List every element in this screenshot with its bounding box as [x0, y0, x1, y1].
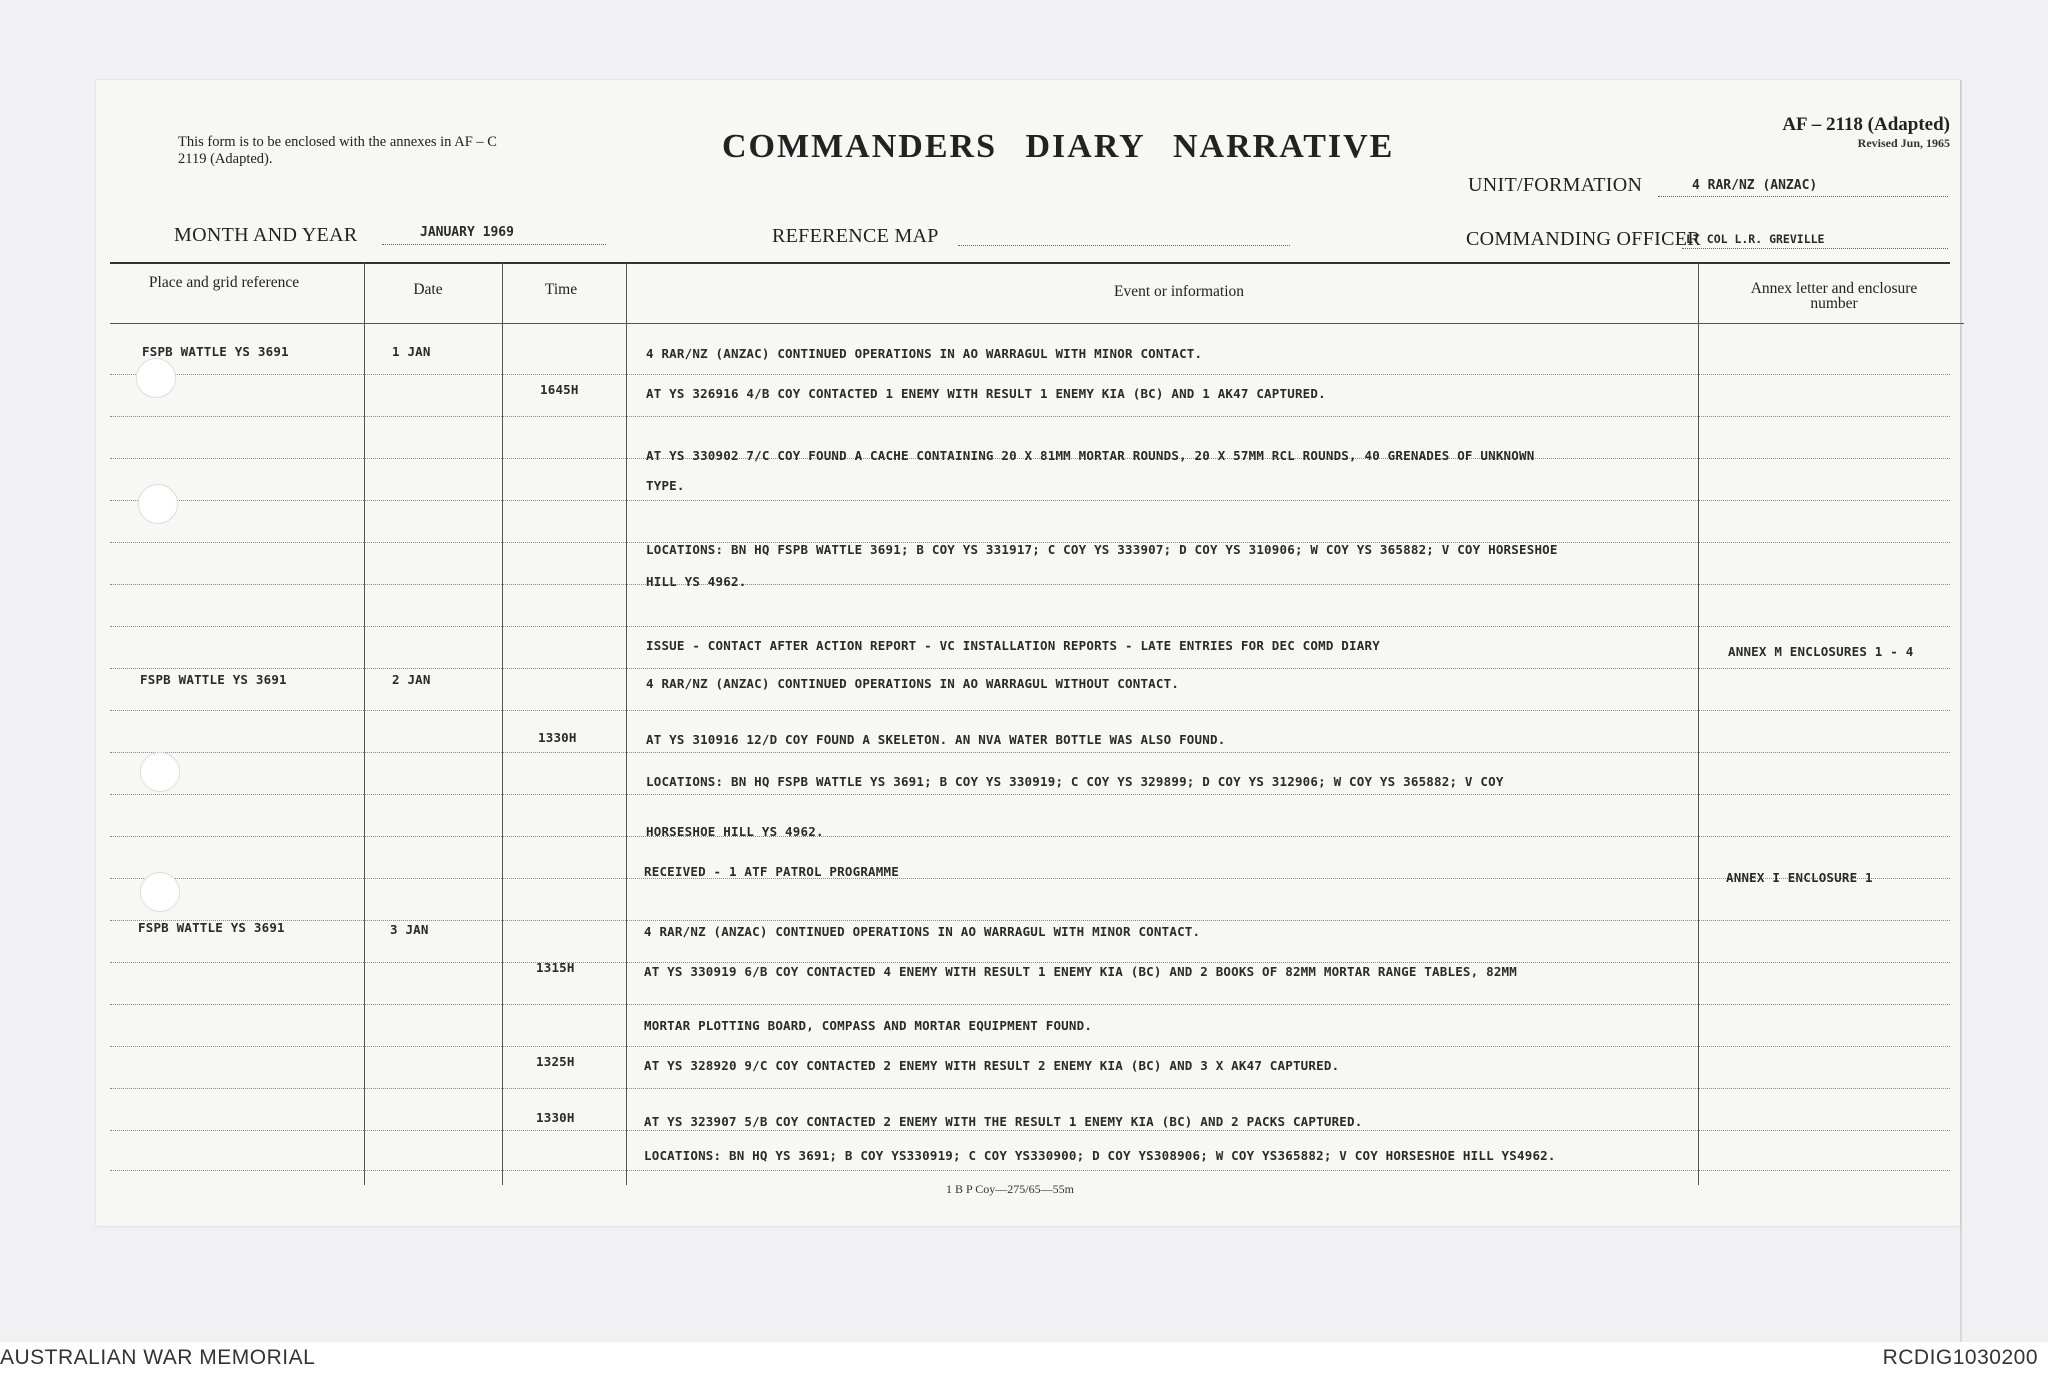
month-year-value: JANUARY 1969: [420, 225, 514, 240]
ruled-line: [110, 878, 1950, 879]
entry-event: ISSUE - CONTACT AFTER ACTION REPORT - VC INSTALLATION REPORTS - LATE ENTRIES FOR DEC COMD DIARY: [646, 638, 1380, 653]
col-header-date: Date: [413, 281, 443, 298]
unit-formation-dots: [1658, 196, 1948, 197]
entry-event: HILL YS 4962.: [646, 574, 747, 589]
punch-hole: [138, 484, 178, 524]
ruled-line: [110, 500, 1950, 501]
unit-formation-label: UNIT/FORMATION: [1468, 174, 1643, 196]
col-header-annex: Annex letter and enclosure number: [1750, 280, 1918, 312]
ruled-line: [110, 668, 1950, 669]
col-header-place: Place and grid reference: [148, 274, 300, 291]
table-top-rule: [110, 262, 1950, 264]
entry-event: AT YS 323907 5/B COY CONTACTED 2 ENEMY WITH THE RESULT 1 ENEMY KIA (BC) AND 2 PACKS CAPTURED.: [644, 1114, 1363, 1129]
ruled-line: [110, 836, 1950, 837]
header-bottom-line: [110, 323, 1964, 324]
ruled-line: [110, 416, 1950, 417]
punch-hole: [140, 752, 180, 792]
ruled-line: [110, 920, 1950, 921]
form-revision: Revised Jun, 1965: [1857, 136, 1950, 150]
entry-place: FSPB WATTLE YS 3691: [142, 344, 289, 359]
entry-place: FSPB WATTLE YS 3691: [138, 920, 285, 935]
entry-event: TYPE.: [646, 478, 685, 493]
entry-time: 1325H: [536, 1054, 575, 1069]
page-edge-line: [1960, 80, 1962, 1350]
entry-event: 4 RAR/NZ (ANZAC) CONTINUED OPERATIONS IN AO WARRAGUL WITH MINOR CONTACT.: [646, 346, 1203, 361]
ruled-line: [110, 1046, 1950, 1047]
entry-event: AT YS 328920 9/C COY CONTACTED 2 ENEMY WITH RESULT 2 ENEMY KIA (BC) AND 3 X AK47 CAPTURED.: [644, 1058, 1340, 1073]
commanding-officer-label: COMMANDING OFFICER: [1466, 228, 1701, 250]
entry-time: 1330H: [538, 730, 577, 745]
entry-event: 4 RAR/NZ (ANZAC) CONTINUED OPERATIONS IN AO WARRAGUL WITHOUT CONTACT.: [646, 676, 1180, 691]
commanding-officer-dots: [1682, 248, 1948, 249]
ruled-line: [110, 1170, 1950, 1171]
ruled-line: [110, 1004, 1950, 1005]
punch-hole: [140, 872, 180, 912]
ruled-line: [110, 794, 1950, 795]
archive-footer-id: RCDIG1030200: [1882, 1346, 2038, 1369]
punch-hole: [136, 358, 176, 398]
entry-event: AT YS 326916 4/B COY CONTACTED 1 ENEMY WITH RESULT 1 ENEMY KIA (BC) AND 1 AK47 CAPTURED.: [646, 386, 1326, 401]
col-header-time: Time: [544, 281, 578, 298]
entry-event: 4 RAR/NZ (ANZAC) CONTINUED OPERATIONS IN AO WARRAGUL WITH MINOR CONTACT.: [644, 924, 1201, 939]
commanding-officer-value: LT COL L.R. GREVILLE: [1686, 232, 1825, 246]
entry-event: LOCATIONS: BN HQ YS 3691; B COY YS330919; C COY YS330900; D COY YS308906; W COY YS365882; V COY HORSESHOE HILL YS4962.: [644, 1148, 1556, 1163]
ruled-line: [110, 1130, 1950, 1131]
month-year-dots: [382, 244, 606, 245]
ruled-line: [110, 710, 1950, 711]
ruled-line: [110, 374, 1950, 375]
ruled-line: [110, 626, 1950, 627]
entry-time: 1330H: [536, 1110, 575, 1125]
ruled-line: [110, 752, 1950, 753]
entry-event: LOCATIONS: BN HQ FSPB WATTLE 3691; B COY YS 331917; C COY YS 333907; D COY YS 310906; W COY YS 365882; V COY HORSESHOE: [646, 542, 1558, 557]
ruled-line: [110, 584, 1950, 585]
entry-event: AT YS 330902 7/C COY FOUND A CACHE CONTAINING 20 X 81MM MORTAR ROUNDS, 20 X 57MM RCL ROUNDS, 40 GRENADES OF UNKNOWN: [646, 448, 1535, 463]
entry-time: 1645H: [540, 382, 579, 397]
unit-formation-value: 4 RAR/NZ (ANZAC): [1692, 178, 1818, 193]
entry-place: FSPB WATTLE YS 3691: [140, 672, 287, 687]
reference-map-label: REFERENCE MAP: [772, 225, 939, 247]
entry-annex: ANNEX I ENCLOSURE 1: [1726, 870, 1873, 885]
entry-event: AT YS 310916 12/D COY FOUND A SKELETON. AN NVA WATER BOTTLE WAS ALSO FOUND.: [646, 732, 1226, 747]
entry-event: LOCATIONS: BN HQ FSPB WATTLE YS 3691; B COY YS 330919; C COY YS 329899; D COY YS 312906; W COY YS 365882; V COY: [646, 774, 1504, 789]
archive-footer-institution: AUSTRALIAN WAR MEMORIAL: [0, 1346, 316, 1369]
entry-time: 1315H: [536, 960, 575, 975]
form-instruction-note: This form is to be enclosed with the annexes in AF – C 2119 (Adapted).: [178, 134, 497, 167]
ruled-line: [110, 962, 1950, 963]
ruled-line: [110, 1088, 1950, 1089]
diary-form-sheet: [96, 80, 1960, 1226]
form-title: COMMANDERS DIARY NARRATIVE: [722, 128, 1395, 165]
entry-event: RECEIVED - 1 ATF PATROL PROGRAMME: [644, 864, 899, 879]
printer-imprint: 1 B P Coy—275/65—55m: [946, 1182, 1074, 1196]
form-number: AF – 2118 (Adapted): [1782, 114, 1950, 135]
entry-event: MORTAR PLOTTING BOARD, COMPASS AND MORTAR EQUIPMENT FOUND.: [644, 1018, 1093, 1033]
reference-map-dots: [958, 245, 1290, 246]
entry-date: 2 JAN: [392, 672, 431, 687]
entry-date: 3 JAN: [390, 922, 429, 937]
entry-annex: ANNEX M ENCLOSURES 1 - 4: [1728, 644, 1914, 659]
entry-date: 1 JAN: [392, 344, 431, 359]
entry-event: AT YS 330919 6/B COY CONTACTED 4 ENEMY WITH RESULT 1 ENEMY KIA (BC) AND 2 BOOKS OF 82MM MORTAR RANGE TABLES, 82MM: [644, 964, 1517, 979]
col-header-event: Event or information: [1114, 283, 1244, 300]
entry-event: HORSESHOE HILL YS 4962.: [646, 824, 824, 839]
month-year-label: MONTH AND YEAR: [174, 224, 358, 246]
